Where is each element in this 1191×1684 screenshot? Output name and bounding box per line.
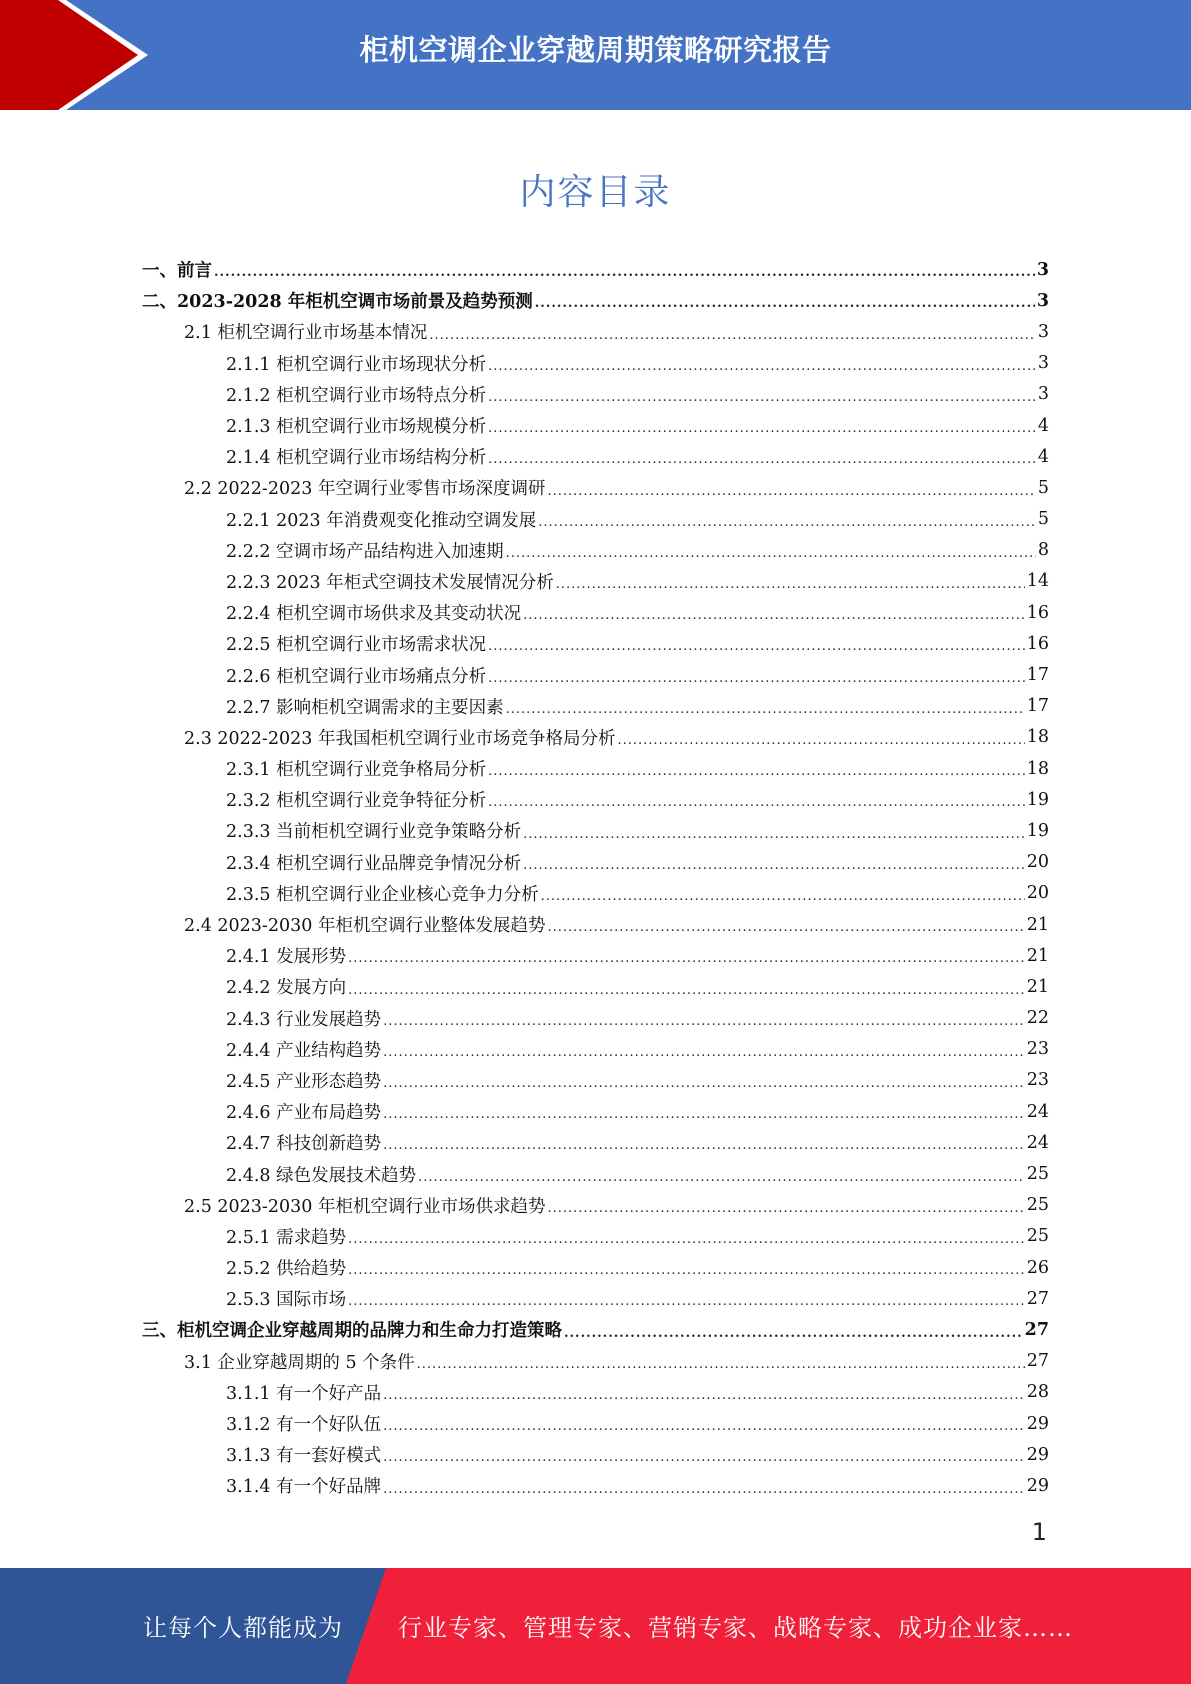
- toc-dot-leader: [535, 296, 1035, 316]
- toc-entry-page: 25: [1026, 1164, 1049, 1185]
- toc-entry[interactable]: [142, 940, 1049, 971]
- toc-entry[interactable]: [142, 722, 1049, 753]
- toc-dot-leader: [617, 733, 1024, 753]
- toc-entry-page: 5: [1037, 477, 1049, 498]
- toc-dot-leader: [429, 328, 1035, 348]
- toc-entry-text: 2.4.4 产业结构趋势: [226, 1040, 382, 1061]
- footer-slogan-left: 让每个人都能成为: [143, 1614, 343, 1642]
- toc-dot-leader: [348, 951, 1025, 971]
- toc-entry-page: 25: [1026, 1195, 1049, 1216]
- toc-dot-leader: [506, 702, 1025, 722]
- toc-entry-page: 19: [1026, 820, 1049, 841]
- toc-dot-leader: [348, 1294, 1025, 1314]
- toc-entry[interactable]: [142, 566, 1049, 597]
- toc-dot-leader: [488, 764, 1025, 784]
- toc-entry-text: 2.4.5 产业形态趋势: [226, 1071, 382, 1092]
- toc-entry-page: 27: [1024, 1319, 1049, 1340]
- toc-entry[interactable]: [142, 1158, 1049, 1189]
- toc-entry-page: 22: [1026, 1008, 1049, 1029]
- toc-entry[interactable]: [142, 1096, 1049, 1127]
- toc-title: 内容目录: [519, 172, 672, 213]
- toc-entry-text: 2.1.1 柜机空调行业市场现状分析: [226, 354, 487, 375]
- toc-entry[interactable]: [142, 348, 1049, 379]
- toc-entry-text: 2.4.6 产业布局趋势: [226, 1103, 382, 1124]
- header-title: 柜机空调企业穿越周期策略研究报告: [359, 33, 832, 67]
- toc-entry-page: 4: [1037, 446, 1049, 467]
- toc-entry-page: 17: [1026, 665, 1049, 686]
- toc-entry-text: 2.2.4 柜机空调市场供求及其变动状况: [226, 604, 522, 625]
- toc-entry[interactable]: [142, 1346, 1049, 1377]
- toc-entry-page: 16: [1026, 633, 1049, 654]
- toc-entry[interactable]: [142, 1377, 1049, 1408]
- toc-dot-leader: [214, 265, 1035, 285]
- toc-entry-text: 2.3.5 柜机空调行业企业核心竞争力分析: [226, 884, 539, 905]
- toc-entry-text: 2.4.1 发展形势: [226, 947, 347, 968]
- toc-entry[interactable]: [142, 441, 1049, 472]
- toc-entry[interactable]: [142, 628, 1049, 659]
- toc-entry-page: 3: [1037, 321, 1049, 342]
- toc-entry-text: 2.2.3 2023 年柜式空调技术发展情况分析: [226, 572, 554, 593]
- toc-dot-leader: [348, 1232, 1025, 1252]
- toc-entry[interactable]: [142, 504, 1049, 535]
- toc-entry[interactable]: [142, 316, 1049, 347]
- toc-entry-text: 2.5.1 需求趋势: [226, 1227, 347, 1248]
- toc-entry-page: 8: [1037, 540, 1049, 561]
- toc-entry-page: 5: [1037, 509, 1049, 530]
- toc-entry[interactable]: [142, 254, 1049, 285]
- toc-entry-page: 21: [1026, 945, 1049, 966]
- toc-entry-text: 3.1.4 有一个好品牌: [226, 1477, 382, 1498]
- toc-entry-page: 28: [1026, 1382, 1049, 1403]
- toc-entry[interactable]: [142, 410, 1049, 441]
- toc-dot-leader: [556, 577, 1025, 597]
- toc-entry[interactable]: [142, 472, 1049, 503]
- toc-entry[interactable]: [142, 1034, 1049, 1065]
- toc-entry-text: 2.1.3 柜机空调行业市场规模分析: [226, 417, 487, 438]
- toc-entry-page: 23: [1026, 1070, 1049, 1091]
- toc-entry[interactable]: [142, 1252, 1049, 1283]
- toc-entry-text: 二、2023-2028 年柜机空调市场前景及趋势预测: [142, 292, 533, 313]
- toc-entry-text: 2.2 2022-2023 年空调行业零售市场深度调研: [184, 479, 546, 500]
- toc-dot-leader: [418, 1170, 1025, 1190]
- toc-entry-page: 20: [1026, 883, 1049, 904]
- toc-dot-leader: [538, 515, 1036, 535]
- toc-dot-leader: [547, 484, 1035, 504]
- toc-dot-leader: [541, 889, 1025, 909]
- toc-entry[interactable]: [142, 285, 1049, 316]
- toc-entry-text: 2.3.3 当前柜机空调行业竞争策略分析: [226, 822, 522, 843]
- toc-entry-page: 3: [1036, 259, 1049, 280]
- toc-entry-text: 三、柜机空调企业穿越周期的品牌力和生命力打造策略: [142, 1321, 562, 1342]
- toc-entry-text: 2.2.2 空调市场产品结构进入加速期: [226, 541, 504, 562]
- toc-entry-page: 16: [1026, 602, 1049, 623]
- toc-entry-text: 3.1.1 有一个好产品: [226, 1383, 382, 1404]
- header-banner: [0, 0, 1191, 110]
- toc-entry[interactable]: [142, 1065, 1049, 1096]
- toc-entry-page: 19: [1026, 789, 1049, 810]
- page-number: 1: [1031, 1518, 1047, 1546]
- toc-entry-page: 14: [1026, 571, 1049, 592]
- toc-entry-text: 2.4.3 行业发展趋势: [226, 1009, 382, 1030]
- toc-entry-page: 3: [1037, 353, 1049, 374]
- toc-entry[interactable]: [142, 1470, 1049, 1501]
- toc-entry-text: 2.5.3 国际市场: [226, 1290, 347, 1311]
- toc-entry-page: 27: [1026, 1288, 1049, 1309]
- toc-dot-leader: [488, 359, 1036, 379]
- toc-dot-leader: [488, 639, 1025, 659]
- toc-entry-page: 29: [1026, 1444, 1049, 1465]
- toc-entry-text: 2.3.4 柜机空调行业品牌竞争情况分析: [226, 853, 522, 874]
- toc-entry[interactable]: [142, 659, 1049, 690]
- toc-entry-text: 2.2.7 影响柜机空调需求的主要因素: [226, 697, 504, 718]
- toc-entry-page: 3: [1037, 384, 1049, 405]
- toc-entry-text: 3.1.3 有一套好模式: [226, 1446, 382, 1467]
- toc-dot-leader: [488, 795, 1025, 815]
- toc-entry-text: 2.3.1 柜机空调行业竞争格局分析: [226, 760, 487, 781]
- toc-entry[interactable]: [142, 1221, 1049, 1252]
- toc-entry-text: 2.2.5 柜机空调行业市场需求状况: [226, 635, 487, 656]
- toc-entry[interactable]: [142, 1190, 1049, 1221]
- toc-entry-page: 21: [1026, 976, 1049, 997]
- toc-entry-text: 2.5 2023-2030 年柜机空调行业市场供求趋势: [184, 1196, 546, 1217]
- toc-entry[interactable]: [142, 379, 1049, 410]
- toc-dot-leader: [547, 920, 1024, 940]
- toc-dot-leader: [383, 1076, 1025, 1096]
- toc-entry-text: 2.3 2022-2023 年我国柜机空调行业市场竞争格局分析: [184, 728, 616, 749]
- toc-entry-page: 26: [1026, 1257, 1049, 1278]
- toc-entry-text: 2.4 2023-2030 年柜机空调行业整体发展趋势: [184, 916, 546, 937]
- toc-dot-leader: [523, 608, 1025, 628]
- footer-banner: [0, 1568, 1191, 1684]
- toc-entry-text: 2.1 柜机空调行业市场基本情况: [184, 323, 428, 344]
- toc-entry-text: 2.1.4 柜机空调行业市场结构分析: [226, 448, 487, 469]
- toc-entry-text: 3.1.2 有一个好队伍: [226, 1415, 382, 1436]
- toc-entry-page: 27: [1026, 1351, 1049, 1372]
- toc-entry[interactable]: [142, 1127, 1049, 1158]
- toc-dot-leader: [383, 1138, 1025, 1158]
- toc-entry[interactable]: [142, 1439, 1049, 1470]
- footer-slogan-right: 行业专家、管理专家、营销专家、战略专家、成功企业家……: [398, 1614, 1073, 1642]
- toc-entry-page: 20: [1026, 852, 1049, 873]
- toc-entry[interactable]: [142, 815, 1049, 846]
- toc-dot-leader: [417, 1357, 1025, 1377]
- toc-entry-page: 18: [1026, 758, 1049, 779]
- toc-dot-leader: [547, 1201, 1024, 1221]
- toc-dot-leader: [383, 1419, 1025, 1439]
- toc-entry[interactable]: [142, 535, 1049, 566]
- toc-entry-page: 24: [1026, 1101, 1049, 1122]
- toc-entry-page: 21: [1026, 914, 1049, 935]
- toc-entry[interactable]: [142, 1314, 1049, 1345]
- toc-entry-page: 29: [1026, 1413, 1049, 1434]
- toc-entry-page: 29: [1026, 1475, 1049, 1496]
- toc-dot-leader: [523, 827, 1025, 847]
- toc-entry-text: 2.3.2 柜机空调行业竞争特征分析: [226, 791, 487, 812]
- toc-entry-page: 18: [1026, 727, 1049, 748]
- toc-entry[interactable]: [142, 1003, 1049, 1034]
- toc-dot-leader: [348, 1263, 1025, 1283]
- toc-entry-text: 2.2.1 2023 年消费观变化推动空调发展: [226, 510, 537, 531]
- toc-dot-leader: [523, 858, 1025, 878]
- toc-entry[interactable]: [142, 784, 1049, 815]
- toc-dot-leader: [348, 983, 1025, 1003]
- toc-entry-page: 23: [1026, 1039, 1049, 1060]
- toc-entry[interactable]: [142, 847, 1049, 878]
- toc-entry[interactable]: [142, 909, 1049, 940]
- toc-entry-page: 24: [1026, 1132, 1049, 1153]
- toc-entry-text: 2.4.8 绿色发展技术趋势: [226, 1165, 417, 1186]
- toc-dot-leader: [564, 1326, 1023, 1346]
- toc-dot-leader: [383, 1482, 1025, 1502]
- toc-entry-text: 3.1 企业穿越周期的 5 个条件: [184, 1352, 415, 1373]
- toc-entry[interactable]: [142, 878, 1049, 909]
- toc-entry[interactable]: [142, 1408, 1049, 1439]
- toc-dot-leader: [488, 421, 1036, 441]
- toc-dot-leader: [488, 390, 1036, 410]
- toc-entry[interactable]: [142, 597, 1049, 628]
- table-of-contents: [142, 254, 1049, 1502]
- toc-entry[interactable]: [142, 1283, 1049, 1314]
- toc-dot-leader: [383, 1107, 1025, 1127]
- toc-entry-text: 2.1.2 柜机空调行业市场特点分析: [226, 385, 487, 406]
- toc-dot-leader: [488, 671, 1025, 691]
- toc-entry-text: 2.4.7 科技创新趋势: [226, 1134, 382, 1155]
- toc-dot-leader: [383, 1014, 1025, 1034]
- toc-dot-leader: [383, 1388, 1025, 1408]
- toc-entry-text: 2.2.6 柜机空调行业市场痛点分析: [226, 666, 487, 687]
- toc-dot-leader: [383, 1450, 1025, 1470]
- toc-entry[interactable]: [142, 753, 1049, 784]
- toc-entry-text: 2.5.2 供给趋势: [226, 1259, 347, 1280]
- toc-dot-leader: [488, 452, 1036, 472]
- toc-entry-page: 25: [1026, 1226, 1049, 1247]
- toc-entry-text: 一、前言: [142, 261, 212, 282]
- toc-entry[interactable]: [142, 691, 1049, 722]
- toc-entry-text: 2.4.2 发展方向: [226, 978, 347, 999]
- toc-entry[interactable]: [142, 971, 1049, 1002]
- toc-entry-page: 17: [1026, 696, 1049, 717]
- toc-entry-page: 4: [1037, 415, 1049, 436]
- toc-entry-page: 3: [1036, 290, 1049, 311]
- toc-dot-leader: [506, 546, 1036, 566]
- toc-dot-leader: [383, 1045, 1025, 1065]
